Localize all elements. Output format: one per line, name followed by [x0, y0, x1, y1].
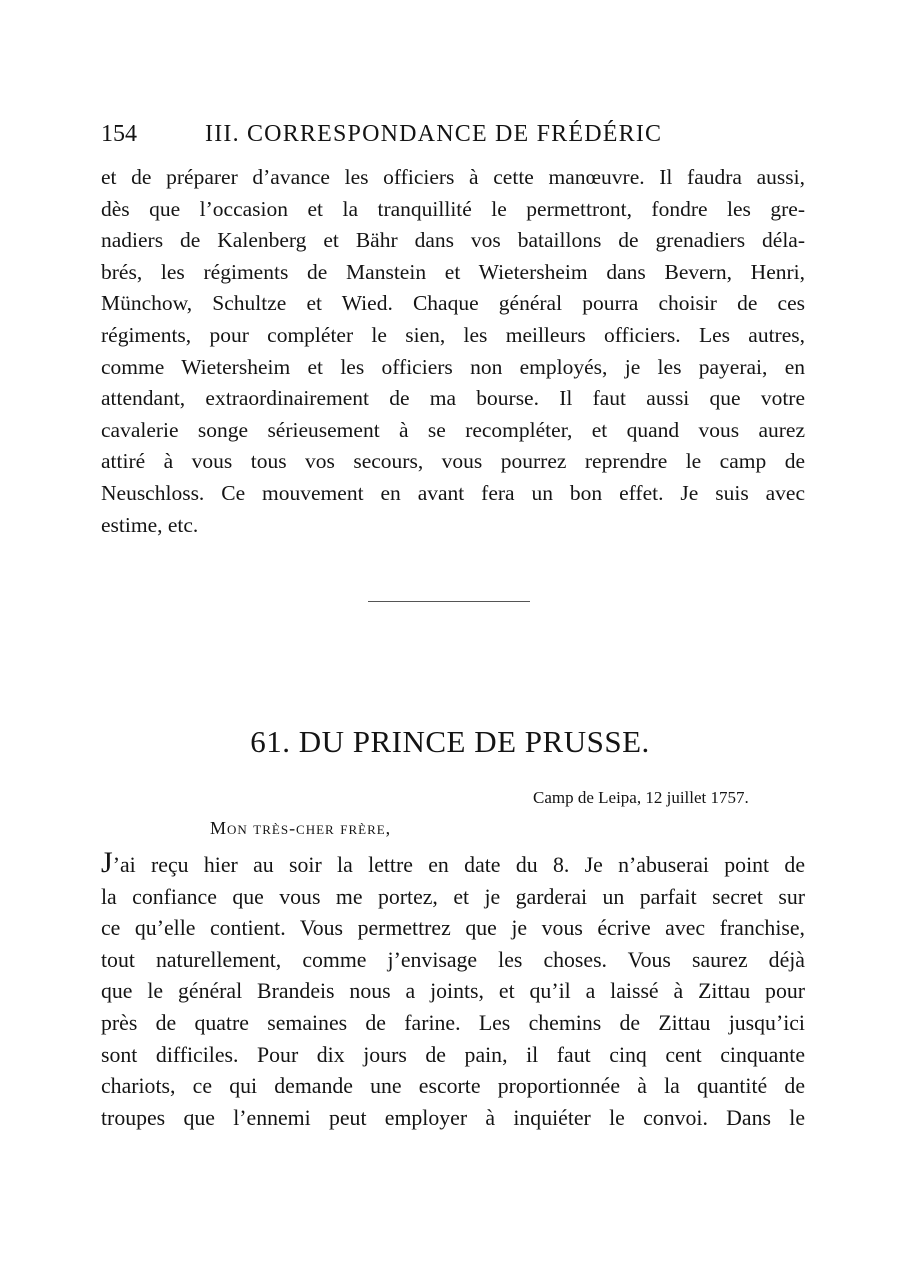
- text-line: régiments, pour compléter le sien, les meilleurs officiers. Les autres,: [101, 322, 805, 347]
- text-line: nadiers de Kalenberg et Bähr dans vos bataillons de grenadiers déla-: [101, 228, 805, 253]
- text-line: [101, 846, 805, 882]
- text-line: dès que l’occasion et la tranquillité le permettront, fondre les gre-: [101, 196, 805, 221]
- letter-body: [101, 846, 805, 1134]
- text-line: cavalerie songe sérieusement à se recompléter, et quand vous aurez: [101, 417, 805, 442]
- text-line: brés, les régiments de Manstein et Wietersheim dans Bevern, Henri,: [101, 259, 805, 284]
- text-line: estime, etc.: [101, 512, 199, 537]
- letter-heading: 61. DU PRINCE DE PRUSSE.: [250, 724, 650, 759]
- text-line: tout naturellement, comme j’envisage les choses. Vous saurez déjà: [101, 947, 805, 972]
- section-separator: [368, 601, 530, 602]
- running-head: [101, 117, 801, 151]
- page-number: 154: [101, 121, 137, 147]
- text-line: attendant, extraordinairement de ma bourse. Il faut aussi que votre: [101, 386, 805, 411]
- text-line: troupes que l’ennemi peut employer à inquiéter le convoi. Dans le: [101, 1105, 805, 1130]
- text-line: Neuschloss. Ce mouvement en avant fera un bon effet. Je suis avec: [101, 480, 805, 505]
- first-line-text: ’ai reçu hier au soir la lettre en date du 8. Je n’abuserai point de: [112, 853, 805, 877]
- text-line: près de quatre semaines de farine. Les chemins de Zittau jusqu’ici: [101, 1010, 805, 1035]
- text-line: sont difficiles. Pour dix jours de pain, il faut cinq cent cinquante: [101, 1042, 805, 1067]
- initial-letter: J: [101, 846, 113, 879]
- letter-salutation: Mon très-cher frère,: [210, 818, 392, 838]
- text-line: attiré à vous tous vos secours, vous pourrez reprendre le camp de: [101, 449, 805, 474]
- text-line: Münchow, Schultze et Wied. Chaque général pourra choisir de ces: [101, 291, 805, 316]
- text-line: ce qu’elle contient. Vous permettrez que je vous écrive avec franchise,: [101, 916, 805, 941]
- text-line: et de préparer d’avance les officiers à cette manœuvre. Il faudra aussi,: [101, 165, 805, 189]
- running-title: III. CORRESPONDANCE DE FRÉDÉRIC: [205, 121, 663, 147]
- text-line: la confiance que vous me portez, et je garderai un parfait secret sur: [101, 884, 805, 909]
- text-line: chariots, ce qui demande une escorte proportionnée à la quantité de: [101, 1074, 805, 1099]
- text-line: que le général Brandeis nous a joints, et qu’il a laissé à Zittau pour: [101, 979, 805, 1004]
- letter-dateline: Camp de Leipa, 12 juillet 1757.: [533, 788, 749, 807]
- previous-letter-conclusion: [101, 162, 805, 541]
- text-line: comme Wietersheim et les officiers non employés, je les payerai, en: [101, 354, 805, 379]
